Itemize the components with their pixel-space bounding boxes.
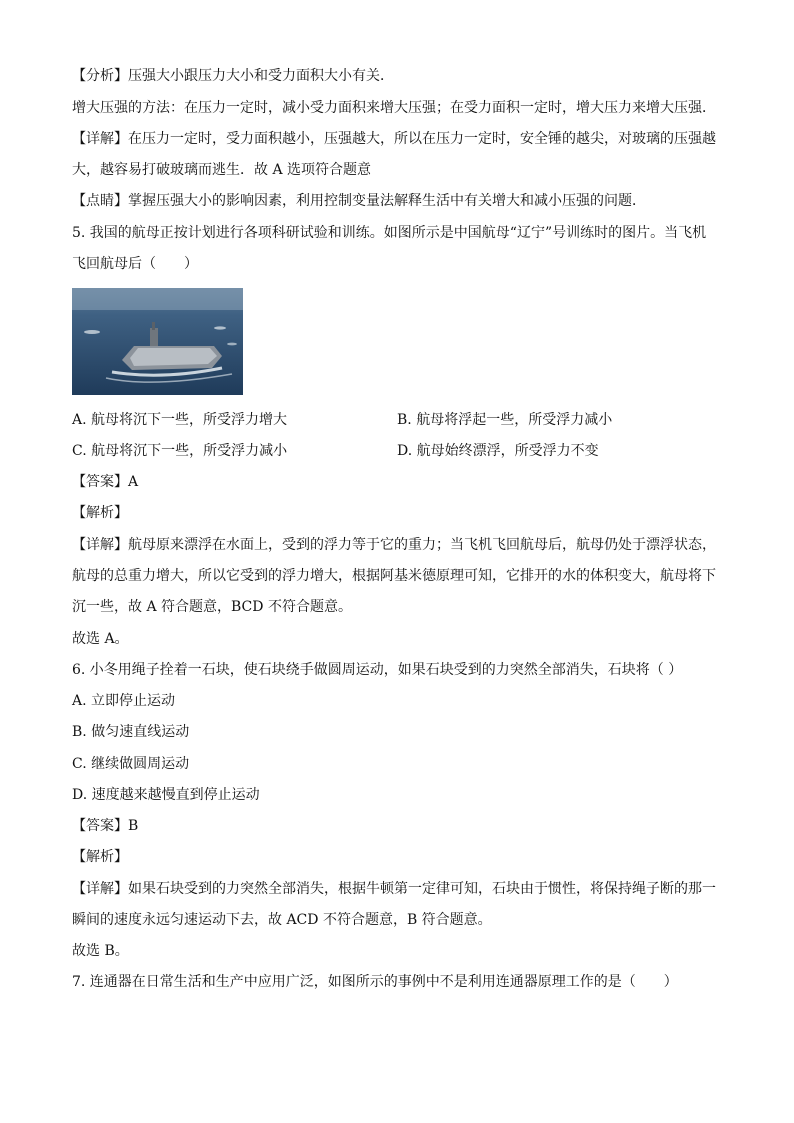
q6-choose: 故选 B。	[72, 943, 129, 959]
q6-option-c: C. 继续做圆周运动	[72, 756, 190, 772]
q5-choose: 故选 A。	[72, 631, 129, 647]
q6-detail-line-1: 【详解】如果石块受到的力突然全部消失，根据牛顿第一定律可知，石块由于惯性，将保持绳子断的那一	[72, 881, 716, 897]
q6-stem: 6. 小冬用绳子拴着一石块，使石块绕手做圆周运动，如果石块受到的力突然全部消失，石块将（ ）	[72, 662, 683, 678]
detail-line-2: 大，越容易打破玻璃而逃生．故 A 选项符合题意	[72, 162, 372, 178]
q5-detail-line-2: 航母的总重力增大，所以它受到的浮力增大，根据阿基米德原理可知，它排开的水的体积变大，航母将下	[72, 568, 716, 584]
q5-option-d: D. 航母始终漂浮，所受浮力不变	[397, 443, 599, 459]
q6-detail-line-2: 瞬间的速度永远匀速运动下去，故 ACD 不符合题意，B 符合题意。	[72, 912, 492, 928]
q5-option-a: A. 航母将沉下一些，所受浮力增大	[72, 412, 288, 428]
q5-option-c: C. 航母将沉下一些，所受浮力减小	[72, 443, 288, 459]
q5-detail-line-3: 沉一些，故 A 符合题意，BCD 不符合题意。	[72, 599, 352, 615]
method-line: 增大压强的方法：在压力一定时，减小受力面积来增大压强；在受力面积一定时，增大压力来增大压强．	[72, 100, 716, 116]
q5-option-b: B. 航母将浮起一些，所受浮力减小	[397, 412, 613, 428]
q6-jiexi-label: 【解析】	[72, 849, 128, 865]
q5-detail-line-1: 【详解】航母原来漂浮在水面上，受到的浮力等于它的重力；当飞机飞回航母后，航母仍处于漂浮状态，	[72, 537, 716, 553]
q7-stem: 7. 连通器在日常生活和生产中应用广泛，如图所示的事例中不是利用连通器原理工作的是（ ）	[72, 974, 678, 990]
key-point-line: 【点睛】掌握压强大小的影响因素，利用控制变量法解释生活中有关增大和减小压强的问题．	[72, 193, 646, 209]
detail-line-1: 【详解】在压力一定时，受力面积越小，压强越大，所以在压力一定时，安全锤的越尖，对玻璃的压强越	[72, 131, 716, 147]
q6-option-b: B. 做匀速直线运动	[72, 724, 190, 740]
q5-jiexi-label: 【解析】	[72, 505, 128, 521]
q5-stem-line-2: 飞回航母后（ ）	[72, 256, 198, 272]
analysis-line: 【分析】压强大小跟压力大小和受力面积大小有关．	[72, 68, 394, 84]
q5-answer: 【答案】A	[72, 474, 139, 490]
q6-option-d: D. 速度越来越慢直到停止运动	[72, 787, 260, 803]
q6-answer: 【答案】B	[72, 818, 139, 834]
q6-option-a: A. 立即停止运动	[72, 693, 176, 709]
aircraft-carrier-photo	[72, 288, 243, 395]
q5-stem-line-1: 5. 我国的航母正按计划进行各项科研试验和训练。如图所示是中国航母“辽宁”号训练时的图片。当飞机	[72, 225, 707, 241]
